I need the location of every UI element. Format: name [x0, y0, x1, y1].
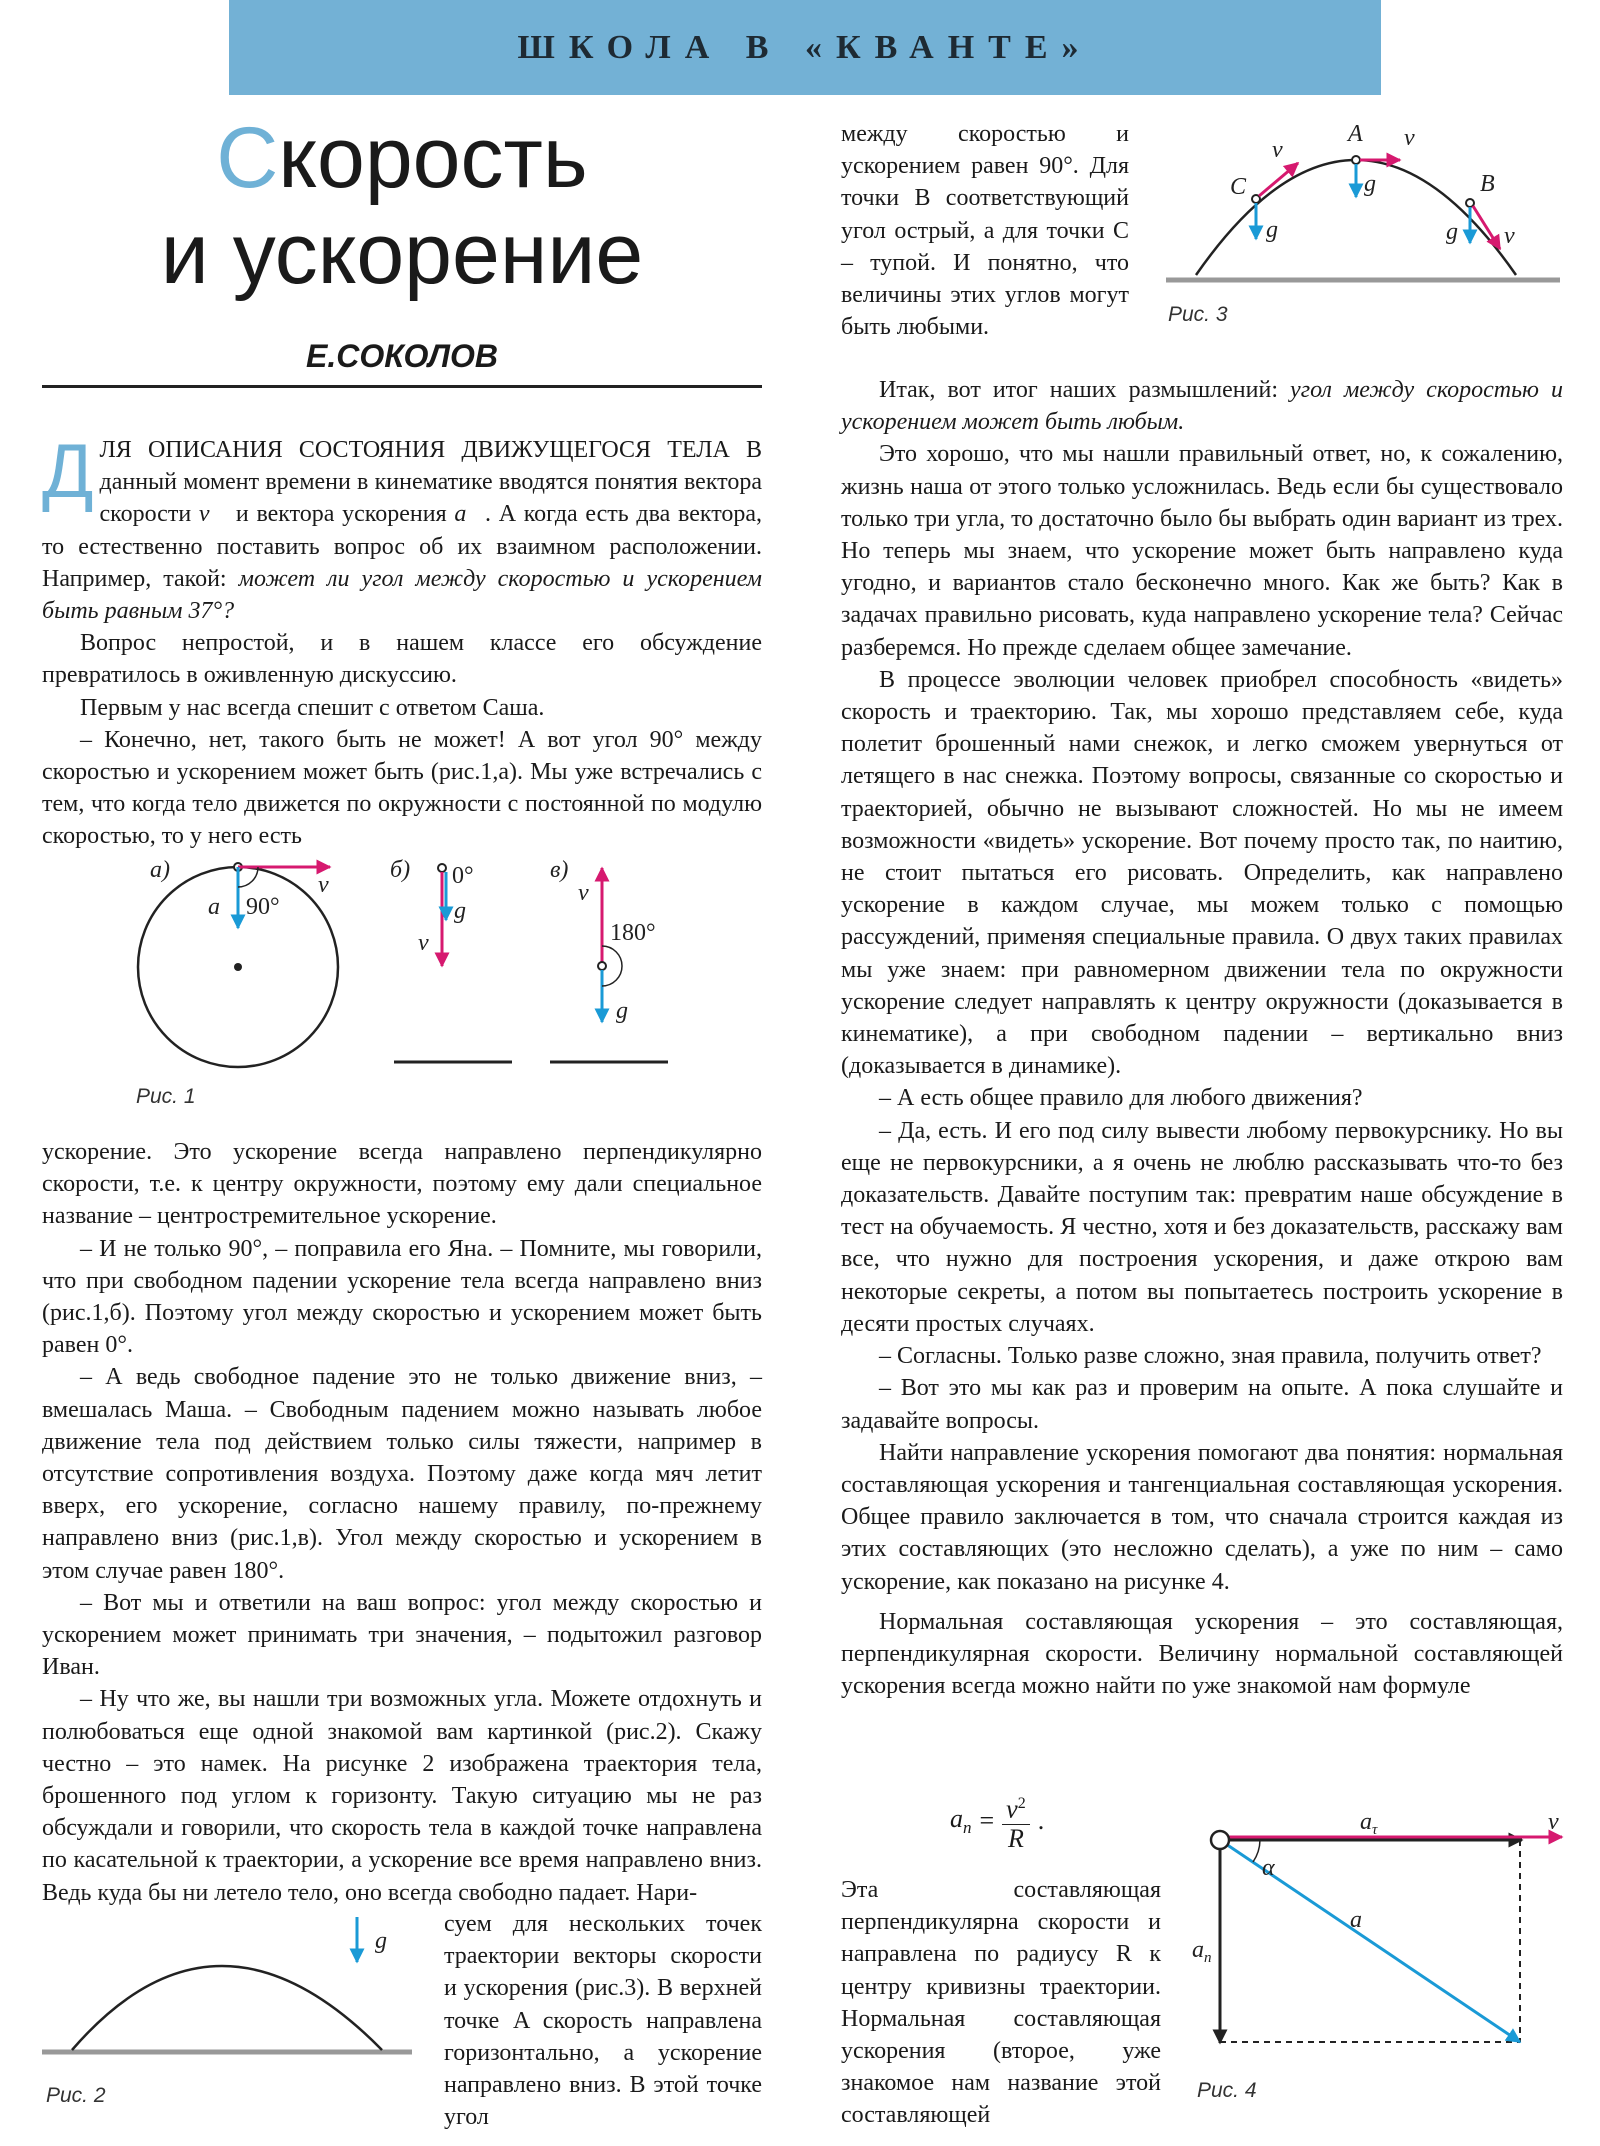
left-column-bottom — [444, 1908, 762, 2133]
r-paragraph-8: – Вот это мы как раз и проверим на опыте. А пока слушайте и задавайте вопросы. — [841, 1375, 1563, 1434]
r-paragraph-7: – Согласны. Только разве сложно, зная правила, получить ответ? — [879, 1343, 1542, 1370]
fig3-label-c: C — [1230, 174, 1247, 200]
fig4-at-label: $a_\tau$ — [1360, 1809, 1378, 1838]
paragraph-9: – Ну что же, вы нашли три возможных угла. Можете отдохнуть и полюбоваться еще одной знакомой вам картинкой (рис.2). Скажу честно – это намек. На рисунке 2 изображена траектория тела, брошенного под углом к горизонту. Такую ситуацию мы не раз обсуждали и говорили, что скорость тела в каждой точке направлена по касательной к траектории, а ускорение все время направлено вниз. Ведь куда бы ни летело тело, оно всегда свободно падает. Нари- — [42, 1686, 762, 1906]
paragraph-7: – А ведь свободное падение это не только движение вниз, – вмешалась Маша. – Свободным падением можно называть любое движение тела под действием только силы тяжести, например в отсутствие сопротивления воздуха. Поэтому даже когда мяч летит вверх, его ускорение, согласно нашему правилу, по-прежнему направлено вниз (рис.1,в). Угол между скоростью и ускорением в этом случае равен 180°. — [42, 1364, 762, 1584]
fig3-point-b — [1466, 199, 1474, 207]
r-paragraph-11: Эта составляющая перпендикулярна скорости и направлена по радиусу R к центру кривизны траектории. Нормальная составляющая ускорения (второе, уже знакомое нам название этой составляющей — [841, 1877, 1161, 2129]
title-line-2: и ускорение — [160, 206, 644, 302]
fig1b-angle-0: 0° — [452, 863, 474, 889]
fig4-caption: Рис. 4 — [1197, 2079, 1257, 2102]
fig2-caption: Рис. 2 — [46, 2084, 106, 2107]
r-paragraph-3: Это хорошо, что мы нашли правильный ответ, но, к сожалению, жизнь наша от этого только усложнилась. Ведь если бы существовало только три угла, то достаточно было бы выбрать один вариант из трех. Но теперь мы знаем, что ускорение может быть направлено куда угодно, и вариантов стало бесконечно много. Как же быть? Как в задачах правильно рисовать, куда направлено ускорение тела? Сейчас разберемся. Но прежде сделаем общее замечание. — [841, 441, 1563, 661]
fig1-a-label: a — [208, 894, 220, 920]
fig1c-point — [598, 962, 606, 970]
figure-4 — [1190, 1809, 1570, 2055]
dropcap: Д — [42, 429, 94, 514]
paragraph-2: Вопрос непростой, и в нашем классе его обсуждение превратилось в оживленную дискуссию. — [42, 630, 762, 689]
fig3-b-g-label: g — [1446, 219, 1458, 245]
section-banner-text: ШКОЛА В «КВАНТЕ» — [517, 28, 1093, 66]
formula-an: $a_n$ = $\frac{v^2}{R}$ . — [950, 1790, 1044, 1853]
paragraph-6: – И не только 90°, – поправила его Яна. – Помните, мы говорили, что при свободном падении ускорение тела всегда направлено вниз (рис.1,б). Поэтому угол между скоростью и ускорением может быть равен 0°. — [42, 1235, 762, 1359]
author: Е.СОКОЛОВ — [306, 338, 498, 374]
fig3-b-v-label: v — [1504, 223, 1515, 249]
r-paragraph-6: – Да, есть. И его под силу вывести любому первокурснику. Но вы еще не первокурсники, а я очень не люблю рассказывать что-то без доказательств. Давайте поступим так: превратим наше обсуждение в тест на обучаемость. Я честно, хотя и без доказательств, расскажу вам все, что нужно для построения ускорения, и даже открою вам некоторые секреты, а потом вы попытаетесь построить ускорение в десяти простых случаях. — [841, 1117, 1563, 1337]
fig1c-g-label: g — [616, 998, 628, 1024]
left-column-middle — [42, 1136, 762, 1909]
fig1-label-a: а) — [150, 857, 170, 883]
paragraph-5: ускорение. Это ускорение всегда направлено перпендикулярно скорости, т.е. к центру окружности, поэтому ему дали специальное название – центростремительное ускорение. — [42, 1139, 762, 1230]
fig4-a-label: a — [1350, 1907, 1362, 1933]
r-paragraph-1: между скоростью и ускорением равен 90°. Для точки B соответствующий угол острый, а для точки C – тупой. И понятно, что величины этих углов могут быть любыми. — [841, 121, 1129, 341]
fig3-label-b: B — [1480, 171, 1495, 197]
fig1c-angle-180: 180° — [610, 920, 656, 946]
fig3-c-v-label: v — [1272, 137, 1283, 163]
fig3-a-v-label: v — [1404, 125, 1415, 151]
fig4-point — [1211, 1831, 1229, 1849]
title-word-1: корость — [278, 110, 588, 206]
fig1b-v-label: v — [418, 930, 429, 956]
right-column-top — [841, 118, 1129, 343]
r-paragraph-10: Нормальная составляющая ускорения – это составляющая, перпендикулярная скорости. Величину нормальной составляющей ускорения всегда можно найти по уже знакомой нам формуле — [841, 1608, 1563, 1700]
paragraph-3: Первым у нас всегда спешит с ответом Саша. — [80, 694, 545, 721]
paragraph-1: ДЛЯ ОПИСАНИЯ СОСТОЯНИЯ ДВИЖУЩЕГОСЯ ТЕЛА В данный момент времени в кинематике вводятся понятия вектора скорости v⃗ и вектора ускорения a⃗. А когда есть два вектора, то естественно поставить вопрос об их взаимном расположении. Например, такой: может ли угол между скоростью и ускорением быть равным 37°? — [42, 429, 763, 625]
r-paragraph-5: – А есть общее правило для любого движения? — [879, 1085, 1363, 1112]
article-title — [42, 110, 762, 302]
fig4-angle-arc — [1253, 1840, 1260, 1862]
fig1-label-b: б) — [390, 857, 411, 883]
fig3-caption: Рис. 3 — [1168, 303, 1228, 326]
fig3-label-a: A — [1348, 121, 1363, 147]
fig1b-g-label: g — [454, 898, 466, 924]
paragraph-8: – Вот мы и ответили на ваш вопрос: угол между скоростью и ускорением может принимать три значения, – подытожил разговор Иван. — [42, 1589, 762, 1681]
fig1-center-dot — [234, 963, 242, 971]
fig3-point-c — [1252, 195, 1260, 203]
fig4-an-label: $a_n$ — [1192, 1937, 1212, 1966]
figure-3 — [1160, 115, 1560, 295]
fig4-v-label: v — [1548, 1809, 1559, 1835]
fig1c-v-label: v — [578, 880, 589, 906]
fig3-c-g-label: g — [1266, 217, 1278, 243]
fig2-trajectory — [72, 1966, 382, 2050]
fig1-label-c: в) — [550, 857, 569, 883]
title-capital: С — [216, 110, 279, 206]
fig3-a-g-label: g — [1364, 171, 1376, 197]
paragraph-10: суем для нескольких точек траектории векторы скорости и ускорения (рис.3). В верхней точке A скорость направлена горизонтально, а ускорение направлено вниз. В этой точке угол — [444, 1911, 762, 2131]
fig1-caption: Рис. 1 — [136, 1085, 196, 1108]
right-column-main — [841, 374, 1563, 1702]
r-paragraph-4: В процессе эволюции человек приобрел способность «видеть» скорость и траекторию. Так, мы хорошо представляем себе, куда полетит брошенный нами снежок, и легко сможем увернуться от летящего в нас снежка. Поэтому вопросы, связанные со скоростью и траекторией, обычно не вызывают сложностей. Но мы не имеем возможности «видеть» ускорение. Вот почему просто так, по наитию, не стоит пытаться его рисовать. Определить, как направлено ускорение в каждом случае, мы можем только с помощью рассуждений, применяя специальные правила. О двух таких правилах мы уже знаем: при равномерном движении тела по окружности ускорение следует направлять к центру окружности (доказывается в кинематике), а при свободном падении – вертикально вниз (доказывается в динамике). — [841, 666, 1563, 1080]
figure-2 — [42, 1912, 422, 2062]
r-paragraph-9: Найти направление ускорения помогают два понятия: нормальная составляющая ускорения и тангенциальная составляющая ускорения. Общее правило заключается в том, что сначала строится каждая из этих составляющих (это несложно сделать), а уже по ним – само ускорение, как показано на рисунке 4. — [841, 1439, 1563, 1595]
section-banner — [229, 0, 1381, 95]
left-column-top — [42, 429, 763, 853]
r-paragraph-2: Итак, вот итог наших размышлений: угол между скоростью и ускорением может быть любым. — [841, 377, 1563, 436]
fig4-alpha-label: α — [1262, 1855, 1275, 1881]
fig2-g-label: g — [375, 1928, 387, 1954]
paragraph-4: – Конечно, нет, такого быть не может! А вот угол 90° между скоростью и ускорением может быть (рис.1,а). Мы уже встречались с тем, что когда тело движется по окружности с постоянной по модулю скоростью, то у него есть — [42, 726, 762, 850]
fig3-point-a — [1352, 156, 1360, 164]
fig1-v-label: v — [318, 872, 329, 898]
fig1b-point — [438, 864, 446, 872]
title-rule — [42, 385, 762, 388]
fig1-angle-90: 90° — [246, 894, 280, 920]
formula-fraction: $\frac{v^2}{R}$ — [1002, 1790, 1030, 1853]
right-column-bottom — [841, 1874, 1161, 2132]
